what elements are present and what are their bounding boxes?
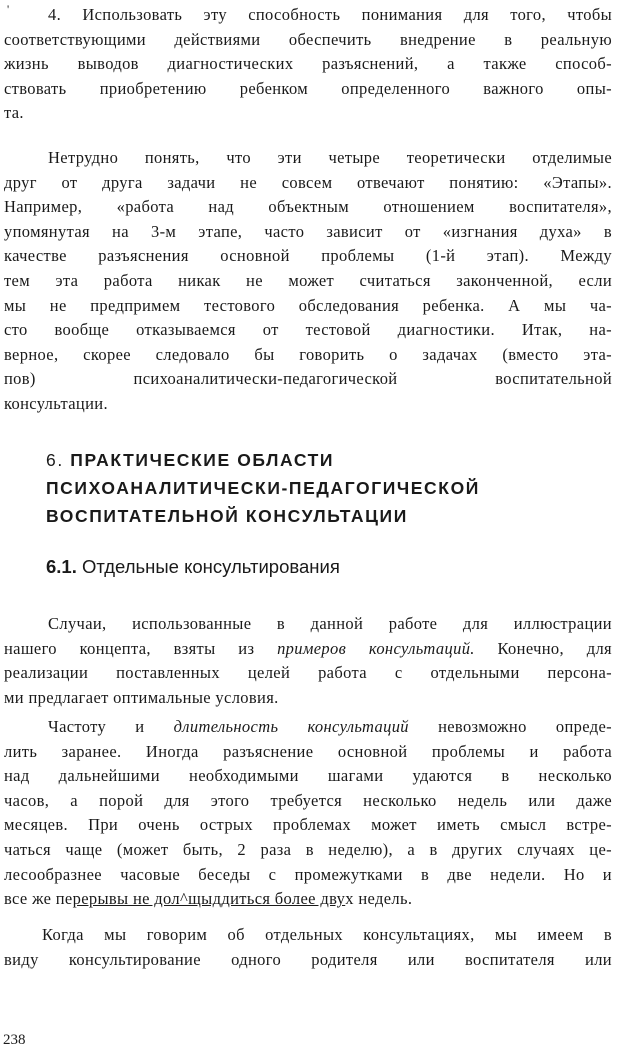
- text-line: Например, «работа над объектным отношением воспитателя»,: [4, 197, 612, 217]
- paragraph-frequency: [4, 715, 612, 912]
- underlined-text: рерывы не дол^щыддиться более дву: [72, 889, 346, 909]
- heading-line: [46, 446, 480, 474]
- paragraph-cases: [4, 612, 612, 710]
- subsection-heading: [46, 554, 340, 580]
- emphasis: длительность консультаций: [173, 717, 409, 736]
- heading-line: ВОСПИТАТЕЛЬНОЙ КОНСУЛЬТАЦИИ: [46, 506, 408, 526]
- text-line: над дальнейшими необходимыми шагами удаются в несколько: [4, 766, 612, 786]
- subsection-number: 6.1.: [46, 556, 77, 577]
- page-number: 238: [3, 1032, 26, 1048]
- paragraph-item-4: [4, 3, 612, 126]
- paragraph-stages: [4, 146, 612, 417]
- text-line: сто вообще отказываемся от тестовой диагностики. Итак, на-: [4, 320, 612, 340]
- text-line: Случаи, использованные в данной работе для иллюстрации: [48, 614, 612, 633]
- text-line: друг от друга задачи не совсем отвечают понятию: «Этапы».: [4, 172, 612, 192]
- text-line: часов, а порой для этого требуется несколько недель или даже: [4, 790, 612, 810]
- text-line: верное, скорее следовало бы говорить о задачах (вместо эта-: [4, 344, 612, 364]
- text-line: нашего концепта, взяты из примеров консультаций. Конечно, для: [4, 638, 612, 658]
- text-line: мы не предпримем тестового обследования ребенка. А мы ча-: [4, 295, 612, 315]
- text-line: лесообразнее часовые беседы с промежутками в две недели. Но и: [4, 864, 612, 884]
- text-line: упомянутая на 3-м этапе, часто зависит от «изгнания духа» в: [4, 221, 612, 241]
- stray-mark: ': [7, 2, 10, 16]
- text-line: чаться чаще (может быть, 2 раза в неделю), а в других случаях це-: [4, 839, 612, 859]
- text-line: 4. Использовать эту способность понимания для того, чтобы: [48, 5, 612, 24]
- section-heading: [46, 446, 480, 530]
- subsection-title: Отдельные консультирования: [82, 556, 340, 577]
- text-line: виду консультирование одного родителя или воспитателя или: [4, 949, 612, 969]
- text-line: та.: [4, 103, 24, 123]
- heading-line: ПСИХОАНАЛИТИЧЕСКИ-ПЕДАГОГИЧЕСКОЙ: [46, 478, 480, 498]
- section-number: 6.: [46, 450, 64, 470]
- text-line: Частоту и длительность консультаций невозможно опреде-: [48, 717, 612, 736]
- text-line: пов) психоаналитически-педагогической воспитательной: [4, 369, 612, 389]
- text-line: тем эта работа никак не может считаться законченной, если: [4, 270, 612, 290]
- text-line: соответствующими действиями обеспечить внедрение в реальную: [4, 29, 612, 49]
- text-line: Нетрудно понять, что эти четыре теоретически отделимые: [48, 148, 612, 167]
- text-line: месяцев. При очень острых проблемах может иметь смысл встре-: [4, 815, 612, 835]
- text-line: ми предлагает оптимальные условия.: [4, 687, 279, 707]
- emphasis: примеров консультаций.: [277, 638, 475, 658]
- text-line: реализации поставленных целей работа с отдельными персона-: [4, 663, 612, 683]
- text-line: качестве разъяснения основной проблемы (1-й этап). Между: [4, 246, 612, 266]
- text-line: жизнь выводов диагностических разъяснений, а также способ-: [4, 54, 612, 74]
- text-line: консультации.: [4, 393, 108, 413]
- paragraph-individual: [4, 923, 612, 972]
- text-line: все же перерывы не дол^щыддиться более двух недель.: [4, 889, 413, 909]
- text-line: Когда мы говорим об отдельных консультациях, мы имеем в: [42, 925, 612, 944]
- text-line: ствовать приобретению ребенком определенного важного опы-: [4, 78, 612, 98]
- heading-text: ПРАКТИЧЕСКИЕ ОБЛАСТИ: [70, 450, 335, 470]
- text-line: лить заранее. Иногда разъяснение основной проблемы и работа: [4, 741, 612, 761]
